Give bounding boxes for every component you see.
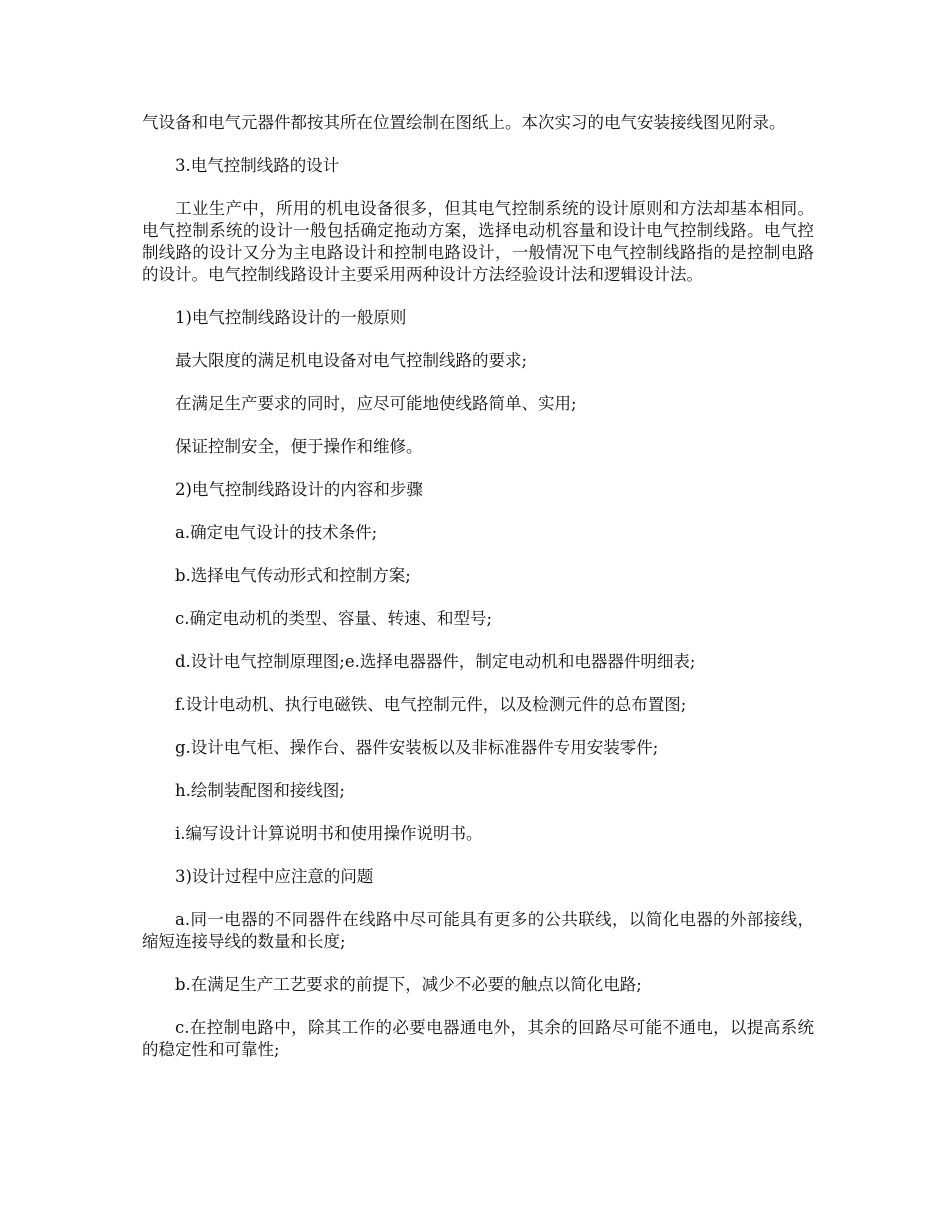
section-heading-3: 3.电气控制线路的设计: [175, 156, 340, 175]
step-item: h.绘制装配图和接线图;: [175, 781, 345, 800]
note-item: b.在满足生产工艺要求的前提下，减少不必要的触点以简化电路;: [175, 975, 642, 994]
subheading-principles: 1)电气控制线路设计的一般原则: [175, 308, 407, 327]
step-item: d.设计电气控制原理图;e.选择电器器件，制定电动机和电器器件明细表;: [175, 652, 696, 671]
subheading-notes: 3)设计过程中应注意的问题: [175, 867, 374, 886]
step-item: c.确定电动机的类型、容量、转速、和型号;: [175, 609, 493, 628]
step-item: i.编写设计计算说明书和使用操作说明书。: [175, 824, 483, 843]
subheading-steps: 2)电气控制线路设计的内容和步骤: [175, 480, 423, 499]
document-page: [142, 112, 814, 1082]
principle-item: 在满足生产要求的同时，应尽可能地使线路简单、实用;: [175, 394, 577, 413]
step-item: b.选择电气传动形式和控制方案;: [175, 566, 411, 585]
note-item: c.在控制电路中，除其工作的必要电器通电外，其余的回路尽可能不通电，以提高系统的稳定性和可靠性;: [142, 1018, 814, 1059]
paragraph-intro: 工业生产中，所用的机电设备很多，但其电气控制系统的设计原则和方法却基本相同。电气控制系统的设计一般包括确定拖动方案，选择电动机容量和设计电气控制线路。电气控制线路的设计又分为主电路设计和控制电路设计，一般情况下电气控制线路指的是控制电路的设计。电气控制线路设计主要采用两种设计方法经验设计法和逻辑设计法。: [142, 199, 814, 284]
step-item: f.设计电动机、执行电磁铁、电气控制元件，以及检测元件的总布置图;: [175, 695, 687, 714]
step-item: a.确定电气设计的技术条件;: [175, 523, 378, 542]
principle-item: 最大限度的满足机电设备对电气控制线路的要求;: [175, 351, 528, 370]
step-item: g.设计电气柜、操作台、器件安装板以及非标准器件专用安装零件;: [175, 738, 659, 757]
principle-item: 保证控制安全，便于操作和维修。: [175, 437, 423, 456]
paragraph-continuation: 气设备和电气元器件都按其所在位置绘制在图纸上。本次实习的电气安装接线图见附录。: [142, 113, 786, 132]
note-item: a.同一电器的不同器件在线路中尽可能具有更多的公共联线，以简化电器的外部接线，缩短连接导线的数量和长度;: [142, 910, 814, 951]
